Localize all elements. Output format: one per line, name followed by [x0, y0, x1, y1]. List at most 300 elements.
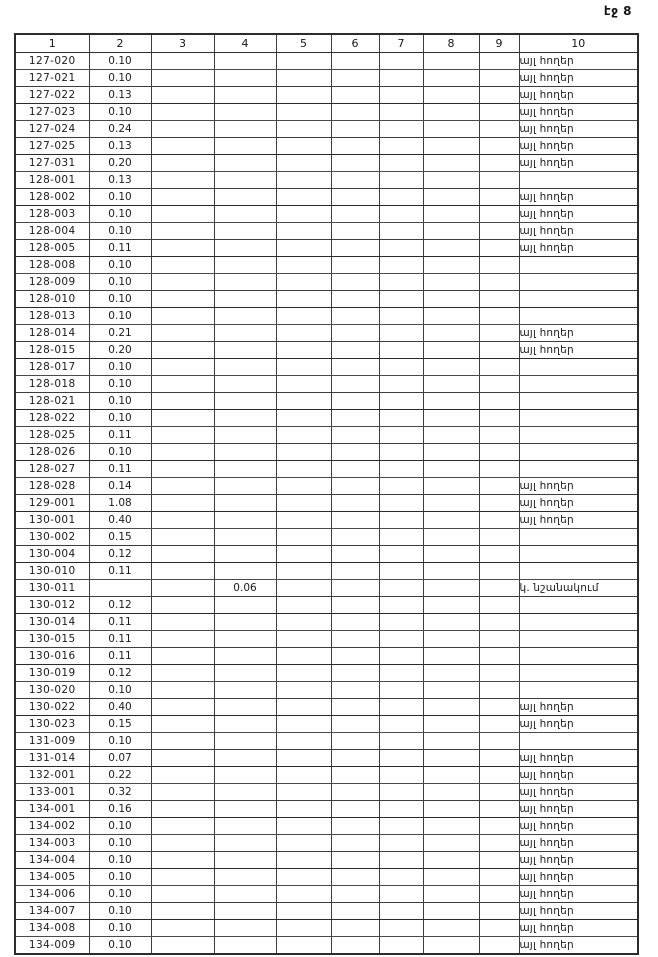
table-row — [15, 681, 638, 698]
table-row — [15, 613, 638, 630]
cell-parcel-code: 128-005 — [15, 239, 89, 256]
cell-parcel-code: 127-021 — [15, 69, 89, 86]
table-row — [15, 409, 638, 426]
table-row — [15, 494, 638, 511]
cell-6 — [331, 664, 379, 681]
cell-parcel-code: 128-013 — [15, 307, 89, 324]
cell-8 — [423, 477, 479, 494]
cell-land-type-note: այլ հողեր — [519, 868, 638, 885]
cell-area: 0.10 — [89, 851, 151, 868]
cell-5 — [276, 919, 331, 936]
cell-7 — [379, 664, 423, 681]
cell-8 — [423, 154, 479, 171]
cell-6 — [331, 545, 379, 562]
cell-3 — [151, 494, 214, 511]
cell-3 — [151, 902, 214, 919]
cell-5 — [276, 477, 331, 494]
cell-parcel-code: 130-023 — [15, 715, 89, 732]
cell-9 — [479, 613, 519, 630]
cell-3 — [151, 528, 214, 545]
cell-land-type-note: այլ հողեր — [519, 154, 638, 171]
cell-land-type-note: այլ հողեր — [519, 766, 638, 783]
table-row — [15, 358, 638, 375]
table-row — [15, 307, 638, 324]
cell-6 — [331, 222, 379, 239]
page-number-label: էջ 8 — [603, 4, 632, 18]
table-row — [15, 562, 638, 579]
cell-land-type-note: այլ հողեր — [519, 477, 638, 494]
cell-land-type-note — [519, 307, 638, 324]
cell-3 — [151, 545, 214, 562]
column-header-2: 2 — [89, 34, 151, 52]
cell-land-type-note: այլ հողեր — [519, 885, 638, 902]
table-row — [15, 103, 638, 120]
table-row — [15, 239, 638, 256]
table-row — [15, 256, 638, 273]
cell-land-type-note — [519, 681, 638, 698]
cell-7 — [379, 766, 423, 783]
cell-parcel-code: 130-022 — [15, 698, 89, 715]
cell-3 — [151, 409, 214, 426]
table-row — [15, 919, 638, 936]
cell-5 — [276, 154, 331, 171]
cell-5 — [276, 494, 331, 511]
cell-area: 0.10 — [89, 834, 151, 851]
cell-5 — [276, 868, 331, 885]
cell-land-type-note — [519, 528, 638, 545]
cell-8 — [423, 392, 479, 409]
cell-5 — [276, 307, 331, 324]
cell-6 — [331, 477, 379, 494]
cell-land-type-note: այլ հողեր — [519, 511, 638, 528]
cell-parcel-code: 127-023 — [15, 103, 89, 120]
cell-area: 0.10 — [89, 307, 151, 324]
cell-area: 0.11 — [89, 613, 151, 630]
cell-4 — [214, 358, 276, 375]
cell-8 — [423, 443, 479, 460]
cell-7 — [379, 919, 423, 936]
cell-area: 0.10 — [89, 103, 151, 120]
cell-8 — [423, 851, 479, 868]
cell-6 — [331, 443, 379, 460]
cell-area: 0.13 — [89, 171, 151, 188]
cell-3 — [151, 766, 214, 783]
cell-7 — [379, 647, 423, 664]
cell-4 — [214, 596, 276, 613]
cell-4 — [214, 324, 276, 341]
cell-3 — [151, 443, 214, 460]
cell-4 — [214, 188, 276, 205]
cell-3 — [151, 324, 214, 341]
cell-8 — [423, 647, 479, 664]
cell-5 — [276, 528, 331, 545]
cell-area: 0.13 — [89, 137, 151, 154]
cell-parcel-code: 128-025 — [15, 426, 89, 443]
cell-9 — [479, 630, 519, 647]
cell-parcel-code: 129-001 — [15, 494, 89, 511]
cell-8 — [423, 86, 479, 103]
cell-land-type-note: այլ հողեր — [519, 851, 638, 868]
cell-9 — [479, 545, 519, 562]
table-row — [15, 766, 638, 783]
cell-7 — [379, 528, 423, 545]
cell-4 — [214, 341, 276, 358]
cell-3 — [151, 171, 214, 188]
cell-8 — [423, 426, 479, 443]
cell-area: 0.40 — [89, 698, 151, 715]
cell-8 — [423, 239, 479, 256]
cell-parcel-code: 134-009 — [15, 936, 89, 954]
cell-4 — [214, 443, 276, 460]
table-row — [15, 817, 638, 834]
cell-8 — [423, 188, 479, 205]
cell-area: 0.11 — [89, 460, 151, 477]
cell-5 — [276, 749, 331, 766]
cell-4 — [214, 222, 276, 239]
cell-5 — [276, 562, 331, 579]
cell-9 — [479, 154, 519, 171]
cell-8 — [423, 273, 479, 290]
cell-area: 0.10 — [89, 188, 151, 205]
cell-area: 0.10 — [89, 290, 151, 307]
cell-9 — [479, 86, 519, 103]
cell-parcel-code: 134-007 — [15, 902, 89, 919]
cell-6 — [331, 375, 379, 392]
table-row — [15, 783, 638, 800]
cell-5 — [276, 817, 331, 834]
table-row — [15, 545, 638, 562]
cell-7 — [379, 630, 423, 647]
cell-parcel-code: 128-001 — [15, 171, 89, 188]
cell-5 — [276, 715, 331, 732]
cell-area: 0.10 — [89, 902, 151, 919]
cell-5 — [276, 86, 331, 103]
cell-5 — [276, 681, 331, 698]
cell-8 — [423, 69, 479, 86]
cell-8 — [423, 120, 479, 137]
cell-area: 0.15 — [89, 715, 151, 732]
cell-land-type-note — [519, 613, 638, 630]
table-row — [15, 443, 638, 460]
cell-3 — [151, 273, 214, 290]
cell-6 — [331, 749, 379, 766]
cell-7 — [379, 477, 423, 494]
cell-parcel-code: 128-026 — [15, 443, 89, 460]
cell-land-type-note: կ. նշանակում — [519, 579, 638, 596]
column-header-8: 8 — [423, 34, 479, 52]
column-header-6: 6 — [331, 34, 379, 52]
cell-6 — [331, 154, 379, 171]
cell-area: 0.20 — [89, 341, 151, 358]
cell-area: 0.10 — [89, 256, 151, 273]
table-row — [15, 579, 638, 596]
cell-9 — [479, 902, 519, 919]
cell-8 — [423, 562, 479, 579]
cell-parcel-code: 130-012 — [15, 596, 89, 613]
table-row — [15, 137, 638, 154]
cell-4 — [214, 647, 276, 664]
cell-5 — [276, 783, 331, 800]
cell-area: 0.20 — [89, 154, 151, 171]
cell-9 — [479, 511, 519, 528]
cell-area: 0.10 — [89, 273, 151, 290]
cell-parcel-code: 130-001 — [15, 511, 89, 528]
cell-9 — [479, 426, 519, 443]
cell-parcel-code: 128-014 — [15, 324, 89, 341]
cell-land-type-note — [519, 647, 638, 664]
cell-6 — [331, 239, 379, 256]
cell-3 — [151, 52, 214, 69]
cell-4 — [214, 256, 276, 273]
cell-parcel-code: 128-008 — [15, 256, 89, 273]
cell-7 — [379, 239, 423, 256]
cell-3 — [151, 630, 214, 647]
cell-4 — [214, 681, 276, 698]
cell-land-type-note: այլ հողեր — [519, 749, 638, 766]
cell-4 — [214, 426, 276, 443]
cell-5 — [276, 358, 331, 375]
cell-4 — [214, 851, 276, 868]
cell-4: 0.06 — [214, 579, 276, 596]
cell-9 — [479, 222, 519, 239]
cell-9 — [479, 817, 519, 834]
cell-6 — [331, 902, 379, 919]
cell-7 — [379, 69, 423, 86]
cell-area: 0.11 — [89, 426, 151, 443]
cell-7 — [379, 834, 423, 851]
cell-area: 0.10 — [89, 919, 151, 936]
cell-4 — [214, 86, 276, 103]
cell-8 — [423, 358, 479, 375]
cell-8 — [423, 919, 479, 936]
cell-8 — [423, 409, 479, 426]
cell-5 — [276, 443, 331, 460]
cell-6 — [331, 409, 379, 426]
cell-8 — [423, 52, 479, 69]
cell-8 — [423, 205, 479, 222]
table-row — [15, 885, 638, 902]
cell-9 — [479, 766, 519, 783]
table-row — [15, 800, 638, 817]
cell-9 — [479, 800, 519, 817]
cell-7 — [379, 103, 423, 120]
cell-parcel-code: 128-015 — [15, 341, 89, 358]
cell-8 — [423, 528, 479, 545]
cell-7 — [379, 409, 423, 426]
cell-5 — [276, 936, 331, 954]
column-header-4: 4 — [214, 34, 276, 52]
cell-3 — [151, 222, 214, 239]
cell-3 — [151, 239, 214, 256]
cell-9 — [479, 647, 519, 664]
cell-3 — [151, 392, 214, 409]
cell-3 — [151, 681, 214, 698]
cell-land-type-note: այլ հողեր — [519, 239, 638, 256]
cell-6 — [331, 69, 379, 86]
cell-5 — [276, 698, 331, 715]
cell-7 — [379, 681, 423, 698]
cell-3 — [151, 613, 214, 630]
cell-7 — [379, 341, 423, 358]
cell-5 — [276, 885, 331, 902]
cell-7 — [379, 358, 423, 375]
cell-land-type-note: այլ հողեր — [519, 494, 638, 511]
cell-area: 0.10 — [89, 409, 151, 426]
cell-6 — [331, 613, 379, 630]
cell-parcel-code: 134-005 — [15, 868, 89, 885]
cell-4 — [214, 834, 276, 851]
cell-6 — [331, 834, 379, 851]
cell-land-type-note — [519, 171, 638, 188]
cell-9 — [479, 664, 519, 681]
cell-6 — [331, 120, 379, 137]
cell-5 — [276, 579, 331, 596]
cell-3 — [151, 86, 214, 103]
cell-area: 0.11 — [89, 562, 151, 579]
cell-5 — [276, 239, 331, 256]
cell-7 — [379, 545, 423, 562]
cell-4 — [214, 460, 276, 477]
cell-3 — [151, 783, 214, 800]
cell-3 — [151, 596, 214, 613]
cell-4 — [214, 868, 276, 885]
cell-7 — [379, 715, 423, 732]
cell-8 — [423, 834, 479, 851]
cell-4 — [214, 545, 276, 562]
cell-5 — [276, 766, 331, 783]
cell-6 — [331, 698, 379, 715]
cell-7 — [379, 460, 423, 477]
cell-9 — [479, 137, 519, 154]
cell-7 — [379, 936, 423, 954]
cell-parcel-code: 134-002 — [15, 817, 89, 834]
cell-area: 0.10 — [89, 205, 151, 222]
cell-4 — [214, 103, 276, 120]
cell-8 — [423, 256, 479, 273]
cell-area: 0.11 — [89, 647, 151, 664]
cell-parcel-code: 133-001 — [15, 783, 89, 800]
cell-6 — [331, 171, 379, 188]
table-row — [15, 630, 638, 647]
cell-4 — [214, 715, 276, 732]
cell-4 — [214, 732, 276, 749]
cell-parcel-code: 128-028 — [15, 477, 89, 494]
cell-3 — [151, 732, 214, 749]
cell-parcel-code: 134-008 — [15, 919, 89, 936]
cell-7 — [379, 273, 423, 290]
cell-7 — [379, 154, 423, 171]
cell-6 — [331, 579, 379, 596]
cell-6 — [331, 936, 379, 954]
cell-land-type-note: այլ հողեր — [519, 902, 638, 919]
cell-parcel-code: 132-001 — [15, 766, 89, 783]
cell-land-type-note: այլ հողեր — [519, 86, 638, 103]
table-row — [15, 936, 638, 954]
cell-3 — [151, 460, 214, 477]
cell-9 — [479, 562, 519, 579]
cell-8 — [423, 936, 479, 954]
cell-4 — [214, 630, 276, 647]
cell-8 — [423, 137, 479, 154]
cell-8 — [423, 613, 479, 630]
table-row — [15, 834, 638, 851]
cell-4 — [214, 52, 276, 69]
cell-9 — [479, 783, 519, 800]
cell-9 — [479, 375, 519, 392]
cell-7 — [379, 562, 423, 579]
cell-5 — [276, 613, 331, 630]
table-row — [15, 460, 638, 477]
cell-parcel-code: 127-024 — [15, 120, 89, 137]
cell-7 — [379, 885, 423, 902]
cell-area: 0.10 — [89, 443, 151, 460]
cell-3 — [151, 69, 214, 86]
cell-land-type-note: այլ հողեր — [519, 817, 638, 834]
cell-3 — [151, 307, 214, 324]
cell-area: 0.10 — [89, 936, 151, 954]
cell-3 — [151, 698, 214, 715]
cell-7 — [379, 120, 423, 137]
cell-land-type-note: այլ հողեր — [519, 69, 638, 86]
cell-4 — [214, 749, 276, 766]
cell-area: 0.10 — [89, 375, 151, 392]
table-row — [15, 222, 638, 239]
cell-4 — [214, 885, 276, 902]
cell-land-type-note: այլ հողեր — [519, 834, 638, 851]
cell-8 — [423, 460, 479, 477]
cell-5 — [276, 137, 331, 154]
table-row — [15, 171, 638, 188]
cell-5 — [276, 647, 331, 664]
table-row — [15, 715, 638, 732]
cell-9 — [479, 936, 519, 954]
cell-area: 0.12 — [89, 545, 151, 562]
cell-land-type-note: այլ հողեր — [519, 222, 638, 239]
cell-area: 0.21 — [89, 324, 151, 341]
cell-9 — [479, 919, 519, 936]
cell-8 — [423, 375, 479, 392]
cell-area: 0.24 — [89, 120, 151, 137]
cell-5 — [276, 426, 331, 443]
cell-6 — [331, 86, 379, 103]
cell-area: 1.08 — [89, 494, 151, 511]
cell-9 — [479, 69, 519, 86]
cell-parcel-code: 130-002 — [15, 528, 89, 545]
cell-area: 0.11 — [89, 630, 151, 647]
cell-5 — [276, 188, 331, 205]
cell-9 — [479, 477, 519, 494]
cell-3 — [151, 511, 214, 528]
cell-8 — [423, 902, 479, 919]
cell-parcel-code: 128-022 — [15, 409, 89, 426]
cell-area: 0.10 — [89, 868, 151, 885]
cell-6 — [331, 324, 379, 341]
cell-3 — [151, 358, 214, 375]
cell-6 — [331, 647, 379, 664]
column-header-9: 9 — [479, 34, 519, 52]
cell-9 — [479, 358, 519, 375]
cell-6 — [331, 290, 379, 307]
cell-3 — [151, 800, 214, 817]
cell-land-type-note — [519, 664, 638, 681]
cell-4 — [214, 273, 276, 290]
cell-area: 0.13 — [89, 86, 151, 103]
cell-5 — [276, 375, 331, 392]
cell-area: 0.10 — [89, 52, 151, 69]
cell-4 — [214, 800, 276, 817]
cell-area: 0.10 — [89, 732, 151, 749]
cell-7 — [379, 817, 423, 834]
